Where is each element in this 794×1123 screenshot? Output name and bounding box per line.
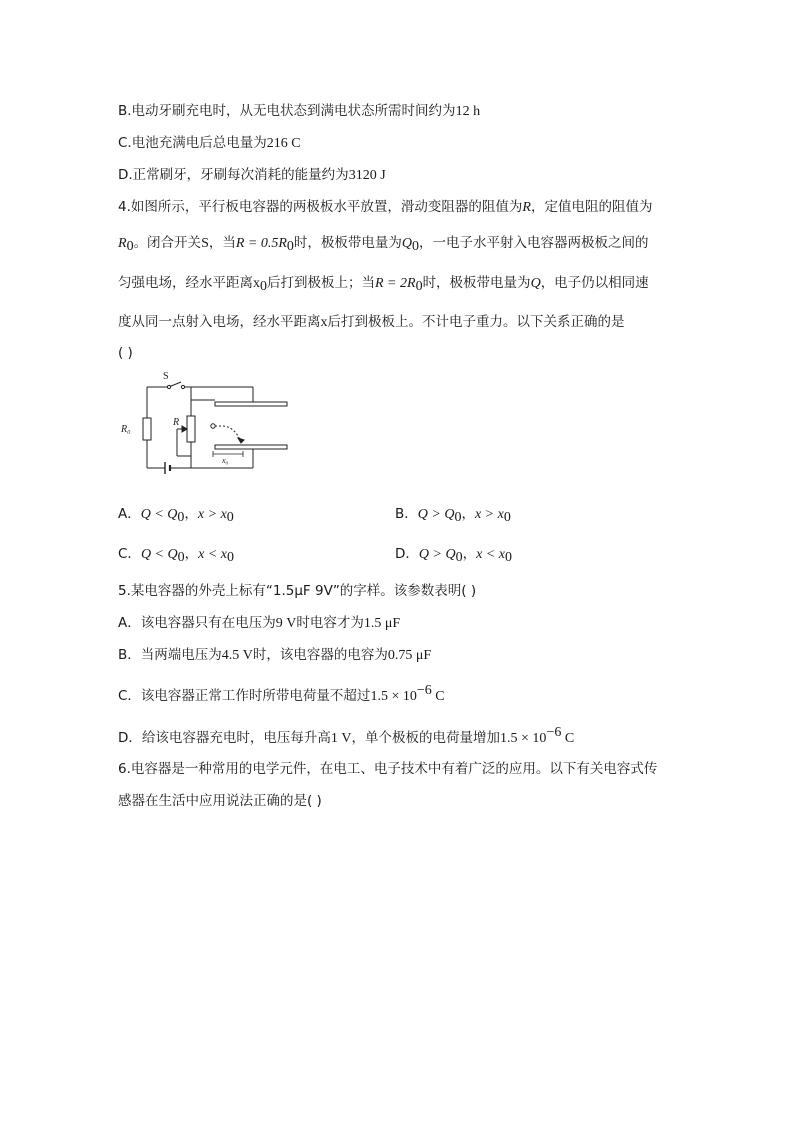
q4-line-4: 度从同一点射入电场，经水平距离x后打到极板上。不计电子重力。以下关系正确的是 (118, 314, 625, 330)
q5-stem: 5.某电容器的外壳上标有“1.5μF 9V”的字样。该参数表明( ) (118, 583, 477, 599)
q4-line-3: 匀强电场，经水平距离$x_0$后打到极板上；当$R = 2R_0$时，极板带电量为Q，电子仍以相同速 (118, 275, 649, 294)
resistor-r (187, 416, 195, 442)
circuit-diagram (115, 370, 295, 485)
q4-line-2: $R_0$。闭合开关S，当$R = 0.5R_0$时，极板带电量为$Q_0$，一电子水平射入电容器两极板之间的 (118, 235, 649, 254)
q4-choice-b[interactable]: B．$Q > Q_0$，$x > x_0$ (395, 506, 511, 525)
resistor-r0 (143, 418, 151, 440)
label-x0: x₀ (222, 456, 229, 465)
q5-choice-b[interactable]: B．当两端电压为4.5 V时，该电容器的电容为0.75 μF (118, 647, 432, 663)
electron-source (211, 424, 215, 428)
switch-lever (170, 382, 181, 387)
switch-contact-left (167, 385, 170, 388)
label-r0: R₀ (121, 424, 131, 435)
q4-line-1: 4.如图所示，平行板电容器的两极板水平放置，滑动变阻器的阻值为R，定值电阻的阻值为 (118, 199, 653, 215)
label-s: S (163, 371, 169, 382)
q4-bracket: ( ) (118, 345, 133, 361)
capacitor-bottom-plate (215, 445, 287, 449)
label-r: R (173, 417, 180, 428)
q4-choice-c[interactable]: C．$Q < Q_0$，$x < x_0$ (118, 546, 234, 565)
q6-line-2: 感器在生活中应用说法正确的是( ) (118, 793, 322, 809)
q5-choice-d[interactable]: D．给该电容器充电时，电压每升高1 V，单个极板的电荷量增加$1.5 \times 10^{-6}$ C (118, 725, 575, 746)
switch-contact-right (181, 385, 184, 388)
q5-choice-c[interactable]: C．该电容器正常工作时所带电荷量不超过$1.5 \times 10^{-6}$ C (118, 683, 445, 704)
option-d-prev: D.正常刷牙，牙刷每次消耗的能量约为3120 J (118, 167, 386, 183)
q5-choice-a[interactable]: A．该电容器只有在电压为9 V时电容才为1.5 μF (118, 615, 401, 631)
trajectory-arrow (238, 438, 244, 443)
electron-trajectory (215, 426, 241, 442)
capacitor-top-plate (215, 402, 287, 406)
q4-choice-d[interactable]: D．$Q > Q_0$，$x < x_0$ (395, 546, 512, 565)
option-c-prev: C.电池充满电后总电量为216 C (118, 135, 301, 151)
q4-choice-a[interactable]: A．$Q < Q_0$，$x > x_0$ (118, 506, 234, 525)
slider-arrow (182, 426, 187, 432)
option-b-prev: B.电动牙刷充电时，从无电状态到满电状态所需时间约为12 h (118, 103, 481, 119)
q6-line-1: 6.电容器是一种常用的电学元件，在电工、电子技术中有着广泛的应用。以下有关电容式传 (118, 761, 658, 777)
